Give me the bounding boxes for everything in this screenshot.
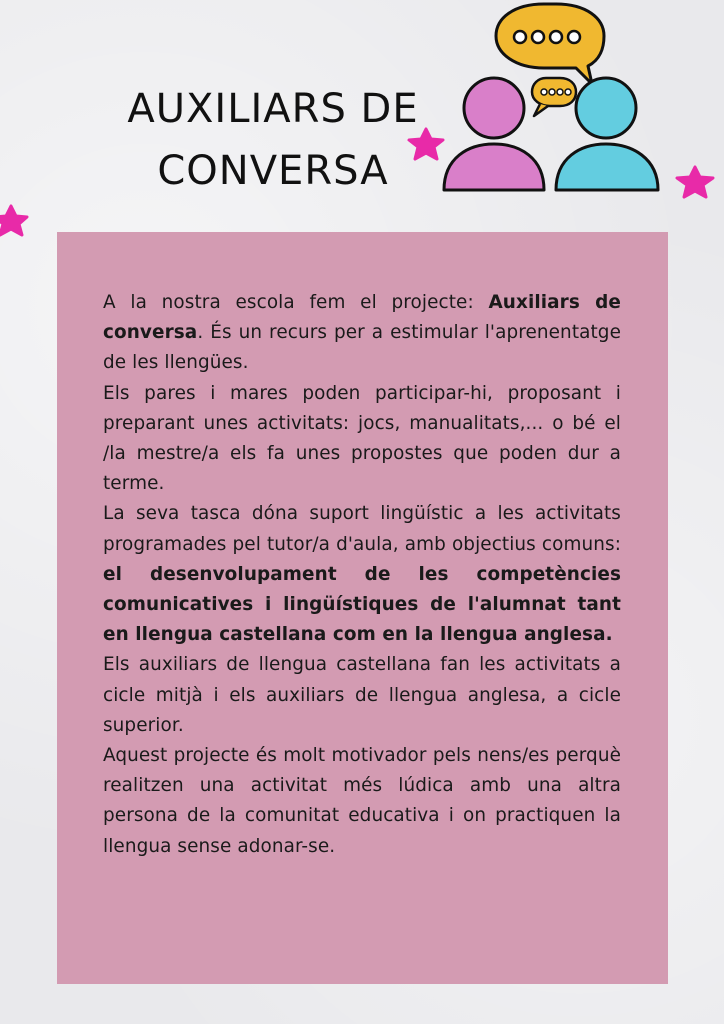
title-line-2: CONVERSA [157,148,389,194]
paragraph-1-text: A la nostra escola fem el projecte: [103,292,489,313]
pink-star-icon [0,204,30,238]
paragraph-3-bold: el desenvolupament de les competències comunicatives i lingüístiques de l'alumnat tant en llengua castellana com en la llengua anglesa. [103,563,621,646]
pink-star-icon [672,164,718,200]
small-speech-bubble-icon [532,78,576,116]
title-line-1: AUXILIARS DE [127,86,419,132]
paragraph-1-bold: Auxiliars de conversa [103,292,621,344]
paragraph-1-text-end: . És un recurs per a estimular l'aprenentatge de les llengües. [103,322,621,374]
two-people-talking-icon [436,0,668,200]
paragraph-2: Els pares i mares poden participar-hi, proposant i preparant unes activitats: jocs, manualitats,... o bé el /la mestre/a els fa unes propostes que poden dur a terme. [103,382,621,495]
page-title [108,78,438,202]
paragraph-3-text: La seva tasca dóna suport lingüístic a les activitats programades pel tutor/a d'aula, amb objectius comuns: [103,503,621,555]
paragraph-4: Els auxiliars de llengua castellana fan les activitats a cicle mitjà i els auxiliars de llengua anglesa, a cicle superior. [103,654,621,736]
person-left-icon [444,78,544,190]
paragraph-1 [103,288,621,379]
paragraph-5: Aquest projecte és molt motivador pels nens/es perquè realitzen una activitat més lúdica amb una altra persona de la comunitat educativa i on practiquen la llengua sense adonar-se. [103,745,621,857]
body-text [103,288,621,862]
paragraph-3 [103,499,621,650]
speech-bubble-icon [496,4,604,84]
